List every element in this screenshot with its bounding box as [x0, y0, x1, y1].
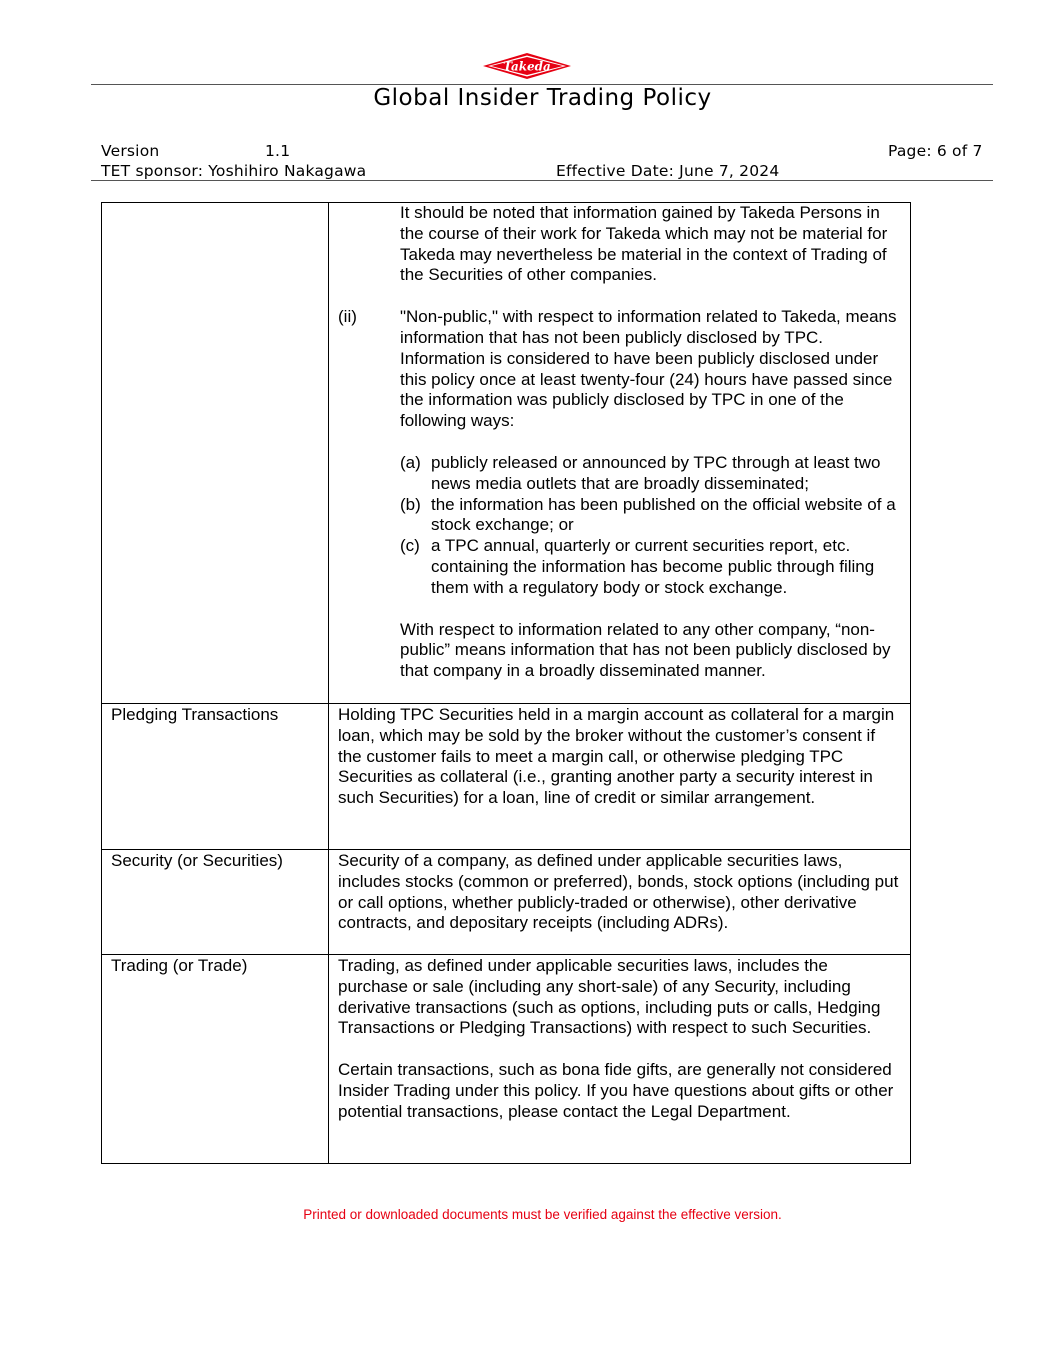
definition-cell	[329, 203, 911, 704]
tet-sponsor: TET sponsor: Yoshihiro Nakagawa	[101, 162, 367, 180]
sub-list-letter: (b)	[400, 494, 421, 514]
definition-paragraph: It should be noted that information gained by Takeda Persons in the course of their work for Takeda which may not be material for Takeda may nevertheless be material in the context of Trading of the Securities of other companies.	[400, 203, 888, 285]
term-cell	[102, 955, 329, 1164]
definition-cell	[329, 955, 911, 1164]
term-label: Pledging Transactions	[111, 705, 279, 724]
sub-list-text: publicly released or announced by TPC through at least two news media outlets that are broadly disseminated;	[431, 452, 881, 493]
document-title: Global Insider Trading Policy	[373, 85, 712, 111]
definition-paragraph: Holding TPC Securities held in a margin account as collateral for a margin loan, which may be sold by the broker without the customer’s consent if the customer fails to meet a margin call, or otherwise pledging TPC Securities as collateral (i.e., granting another party a security interest in such Securities) for a loan, line of credit or similar arrangement.	[338, 705, 895, 808]
page-number: Page: 6 of 7	[888, 142, 983, 160]
term-label	[111, 203, 322, 204]
table-row	[102, 955, 911, 1164]
definition-paragraph: With respect to information related to any other company, “non-public” means information that has not been publicly disclosed by that company in a broadly disseminated manner.	[400, 619, 891, 681]
logo-wordmark: Takeda	[503, 59, 551, 74]
sub-list-item	[338, 495, 900, 537]
effective-date: Effective Date: June 7, 2024	[556, 162, 780, 180]
sub-list-text: a TPC annual, quarterly or current securities report, etc. containing the information has become public through filing them with a regulatory body or stock exchange.	[431, 536, 875, 597]
term-label: Security (or Securities)	[111, 851, 283, 870]
definition-paragraph: Certain transactions, such as bona fide gifts, are generally not considered Insider Trading under this policy. If you have questions about gifts or other potential transactions, please contact the Legal Department.	[338, 1060, 894, 1121]
term-cell	[102, 850, 329, 955]
header-bottom-rule	[91, 180, 993, 181]
sub-list-item	[338, 536, 900, 598]
term-cell	[102, 704, 329, 850]
sub-list-item	[338, 453, 900, 495]
list-item-text: "Non-public," with respect to information related to Takeda, means information that has not been publicly disclosed by TPC. Information is considered to have been publicly disclosed under this policy once at least twenty-four (24) hours have passed since the information was publicly disclosed by TPC in one of the following ways:	[400, 307, 897, 431]
term-label: Trading (or Trade)	[111, 956, 248, 975]
term-cell	[102, 203, 329, 704]
sub-list-letter: (c)	[400, 536, 420, 556]
definition-paragraph: Trading, as defined under applicable securities laws, includes the purchase or sale (including any short-sale) of any Security, including derivative transactions (such as options, including puts or calls, Hedging Transactions or Pledging Transactions) with respect to such Securities.	[338, 956, 881, 1038]
verification-notice: Printed or downloaded documents must be verified against the effective version.	[303, 1207, 782, 1222]
definition-cell	[329, 850, 911, 955]
sub-list-text: the information has been published on the official website of a stock exchange; or	[431, 494, 896, 535]
table-row	[102, 850, 911, 955]
list-number: (ii)	[338, 307, 357, 327]
version-label: Version	[101, 142, 160, 160]
definitions-table	[101, 202, 911, 1164]
table-row	[102, 203, 911, 704]
definition-paragraph: Security of a company, as defined under applicable securities laws, includes stocks (common or preferred), bonds, stock options (including put or call options, whether publicly-traded or otherwise), other derivative contracts, and depositary receipts (including ADRs).	[338, 851, 899, 933]
takeda-logo	[481, 51, 573, 81]
version-value: 1.1	[265, 142, 291, 160]
table-row	[102, 704, 911, 850]
roman-list-item	[338, 307, 900, 432]
sub-list-letter: (a)	[400, 452, 421, 472]
definition-cell	[329, 704, 911, 850]
